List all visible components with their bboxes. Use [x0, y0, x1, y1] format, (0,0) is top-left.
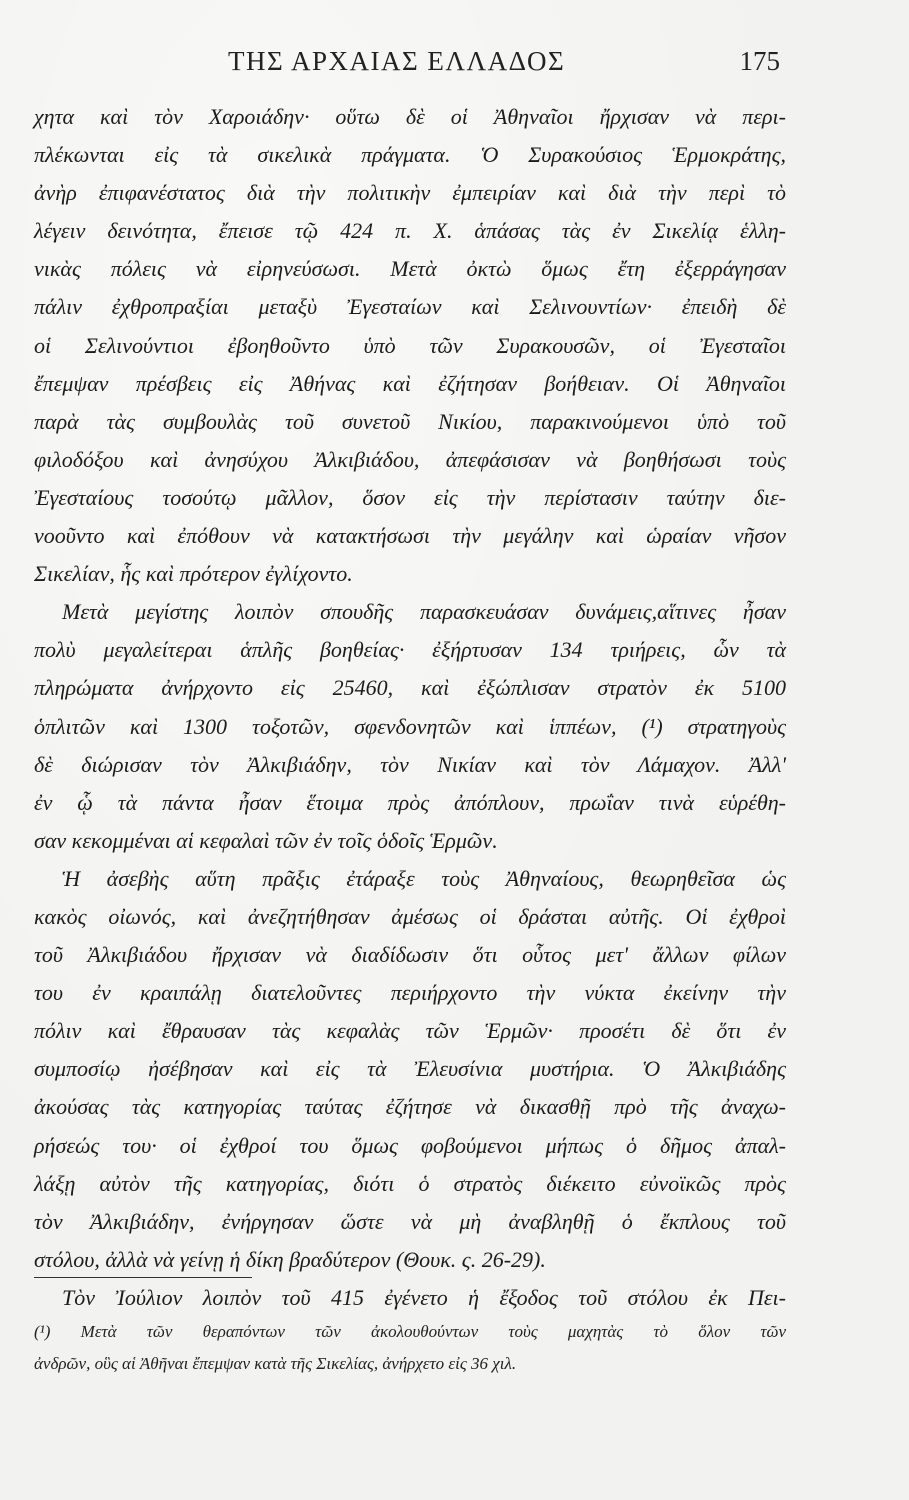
- text-line: του ἐν κραιπάλῃ διατελοῦντες περιήρχοντο τὴν νύκτα ἐκείνην τὴν: [34, 980, 786, 1006]
- text-line: Ἐγεσταίους τοσούτῳ μᾶλλον, ὅσον εἰς τὴν περίστασιν ταύτην διε-: [34, 484, 786, 510]
- running-title: ΤΗΣ ΑΡΧΑΙΑΣ ΕΛΛΑΔΟΣ: [228, 46, 566, 76]
- text-line: ἐν ᾧ τὰ πάντα ἦσαν ἕτοιμα πρὸς ἀπόπλουν, πρωΐαν τινὰ εὑρέθη-: [34, 789, 786, 815]
- text-line: συμποσίῳ ἠσέβησαν καὶ εἰς τὰ Ἐλευσίνια μυστήρια. Ὁ Ἀλκιβιάδης: [34, 1056, 786, 1082]
- text-line: κακὸς οἰωνός, καὶ ἀνεζητήθησαν ἀμέσως οἱ δράσται αὐτῆς. Οἱ ἐχθροὶ: [34, 903, 786, 929]
- text-line: ἀνὴρ ἐπιφανέστατος διὰ τὴν πολιτικὴν ἐμπειρίαν καὶ διὰ τὴν περὶ τὸ: [34, 180, 786, 206]
- text-line: παρὰ τὰς συμβουλὰς τοῦ συνετοῦ Νικίου, παρακινούμενοι ὑπὸ τοῦ: [34, 408, 786, 434]
- text-line: ἀκούσας τὰς κατηγορίας ταύτας ἐζήτησε νὰ δικασθῇ πρὸ τῆς ἀναχω-: [34, 1094, 786, 1120]
- text-line: πολὺ μεγαλείτεραι ἁπλῆς βοηθείας· ἐξήρτυσαν 134 τριήρεις, ὧν τὰ: [34, 637, 786, 663]
- footnote: [34, 1316, 786, 1380]
- text-line: νικὰς πόλεις νὰ εἰρηνεύσωσι. Μετὰ ὀκτὼ ὅμως ἔτη ἐξερράγησαν: [34, 256, 786, 282]
- text-line: πόλιν καὶ ἔθραυσαν τὰς κεφαλὰς τῶν Ἑρμῶν· προσέτι δὲ ὅτι ἐν: [34, 1018, 786, 1044]
- text-line: δὲ διώρισαν τὸν Ἀλκιβιάδην, τὸν Νικίαν καὶ τὸν Λάμαχον. Ἀλλ': [34, 751, 786, 777]
- text-line-paragraph-start: Ἡ ἀσεβὴς αὕτη πρᾶξις ἐτάραξε τοὺς Ἀθηναίους, θεωρηθεῖσα ὡς: [62, 865, 786, 891]
- text-line: τοῦ Ἀλκιβιάδου ἤρχισαν νὰ διαδίδωσιν ὅτι οὗτος μετ' ἄλλων φίλων: [34, 942, 786, 968]
- text-line-paragraph-end: σαν κεκομμέναι αἱ κεφαλαὶ τῶν ἐν τοῖς ὁδοῖς Ἑρμῶν.: [34, 827, 498, 853]
- text-line: νοοῦντο καὶ ἐπόθουν νὰ κατακτήσωσι τὴν μεγάλην καὶ ὡραίαν νῆσον: [34, 523, 786, 549]
- text-line: πλέκωνται εἰς τὰ σικελικὰ πράγματα. Ὁ Συρακούσιος Ἑρμοκράτης,: [34, 142, 786, 168]
- text-line-paragraph-end: στόλου, ἀλλὰ νὰ γείνῃ ἡ δίκη βραδύτερον (Θουκ. ς. 26-29).: [34, 1246, 546, 1272]
- text-line: ὁπλιτῶν καὶ 1300 τοξοτῶν, σφενδονητῶν καὶ ἱππέων, (¹) στρατηγοὺς: [34, 713, 786, 739]
- footnote-line: (¹) Μετὰ τῶν θεραπόντων τῶν ἀκολουθούντων τοὺς μαχητὰς τὸ ὅλον τῶν: [34, 1322, 786, 1341]
- text-line: οἱ Σελινούντιοι ἐβοηθοῦντο ὑπὸ τῶν Συρακουσῶν, οἱ Ἐγεσταῖοι: [34, 332, 786, 358]
- footnote-line: ἀνδρῶν, οὓς αἱ Ἀθῆναι ἔπεμψαν κατὰ τῆς Σικελίας, ἀνήρχετο εἰς 36 χιλ.: [34, 1354, 517, 1373]
- footnote-divider: [34, 1277, 252, 1278]
- text-line: λέγειν δεινότητα, ἔπεισε τῷ 424 π. Χ. ἁπάσας τὰς ἐν Σικελίᾳ ἑλλη-: [34, 218, 786, 244]
- running-header: [228, 46, 788, 86]
- text-line: χητα καὶ τὸν Χαροιάδην· οὕτω δὲ οἱ Ἀθηναῖοι ἤρχισαν νὰ περι-: [34, 104, 786, 129]
- text-line-paragraph-start: Μετὰ μεγίστης λοιπὸν σπουδῆς παρασκευάσαν δυνάμεις,αἵτινες ἦσαν: [62, 599, 786, 625]
- text-line-paragraph-start: Τὸν Ἰούλιον λοιπὸν τοῦ 415 ἐγένετο ἡ ἔξοδος τοῦ στόλου ἐκ Πει-: [62, 1284, 786, 1310]
- text-line: φιλοδόξου καὶ ἀνησύχου Ἀλκιβιάδου, ἀπεφάσισαν νὰ βοηθήσωσι τοὺς: [34, 446, 786, 472]
- text-line: λάξῃ αὐτὸν τῆς κατηγορίας, διότι ὁ στρατὸς διέκειτο εὐνοϊκῶς πρὸς: [34, 1170, 786, 1196]
- page-number: 175: [739, 46, 780, 76]
- text-line: πάλιν ἐχθροπραξίαι μεταξὺ Ἐγεσταίων καὶ Σελινουντίων· ἐπειδὴ δὲ: [34, 294, 786, 320]
- text-line: ρήσεώς του· οἱ ἐχθροί του ὅμως φοβούμενοι μήπως ὁ δῆμος ἀπαλ-: [34, 1132, 786, 1158]
- text-line: πληρώματα ἀνήρχοντο εἰς 25460, καὶ ἐξώπλισαν στρατὸν ἐκ 5100: [34, 675, 786, 701]
- text-line: τὸν Ἀλκιβιάδην, ἐνήργησαν ὥστε νὰ μὴ ἀναβληθῇ ὁ ἔκπλους τοῦ: [34, 1208, 786, 1234]
- text-line: ἔπεμψαν πρέσβεις εἰς Ἀθήνας καὶ ἐζήτησαν βοήθειαν. Οἱ Ἀθηναῖοι: [34, 370, 786, 396]
- text-line-paragraph-end: Σικελίαν, ἧς καὶ πρότερον ἐγλίχοντο.: [34, 561, 353, 587]
- main-text: [34, 98, 786, 1317]
